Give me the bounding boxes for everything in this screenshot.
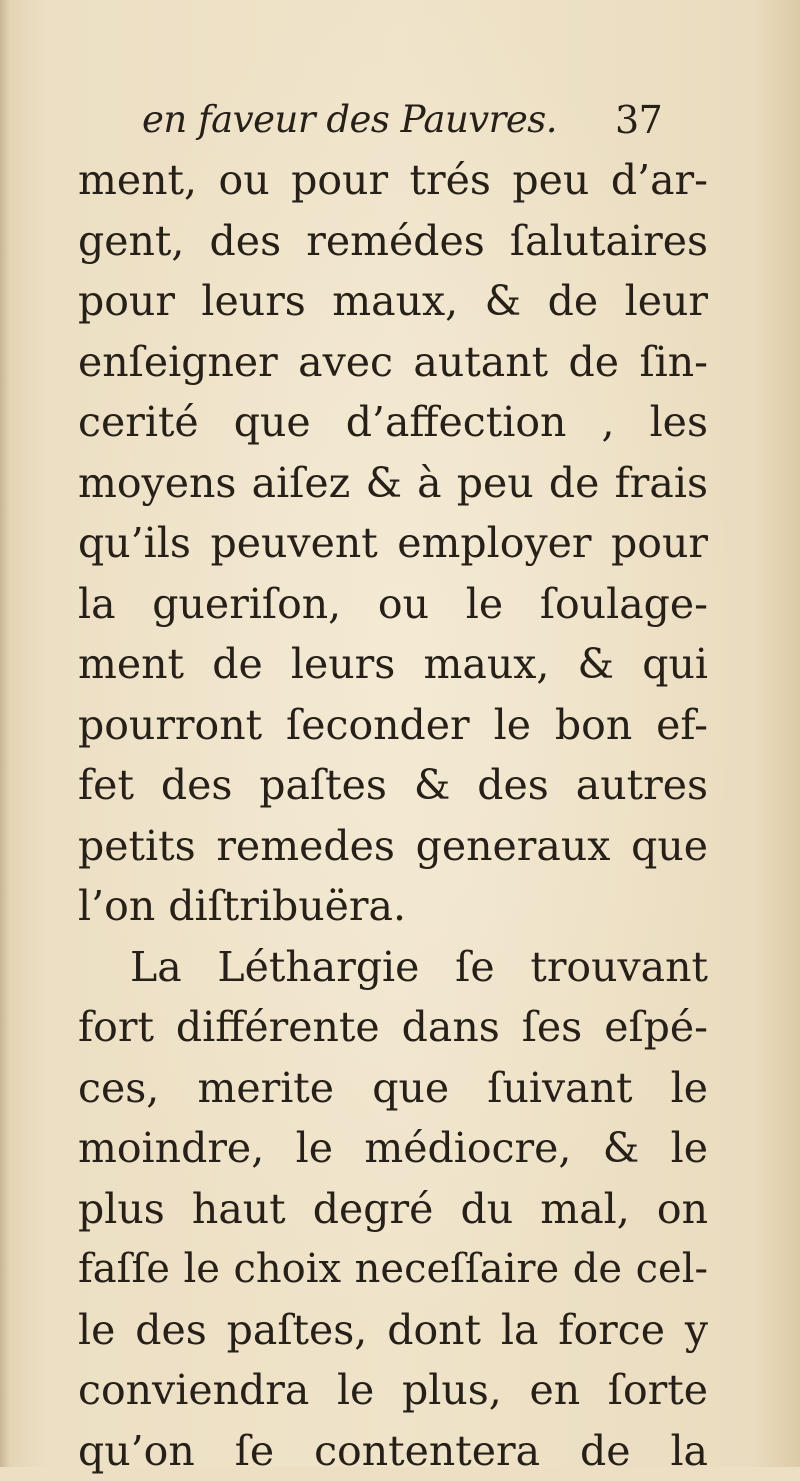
text-line: moyens aiſez & à peu de frais (78, 453, 708, 514)
paragraph-first-line: La Léthargie ſe trouvant (78, 937, 708, 998)
text-line: moindre, le médiocre, & le (78, 1118, 708, 1179)
text-line: fort différente dans ſes eſpé- (78, 997, 708, 1058)
text-line: gent, des remédes ſalutaires (78, 211, 708, 272)
text-line: le des paſtes, dont la force y (78, 1300, 708, 1361)
running-head-title: en faveur des Pauvres. (142, 92, 557, 148)
text-line: pour leurs maux, & de leur (78, 271, 708, 332)
text-line: petits remedes generaux que (78, 816, 708, 877)
text-line: fet des paſtes & des autres (78, 755, 708, 816)
text-line: conviendra le plus, en ſorte (78, 1360, 708, 1421)
text-line: pourront ſeconder le bon ef- (78, 695, 708, 756)
text-line: plus haut degré du mal, on (78, 1179, 708, 1240)
text-line: la gueriſon, ou le ſoulage- (78, 574, 708, 635)
body-text (78, 150, 708, 1481)
page-gutter-shadow (0, 0, 10, 1467)
text-line: ment de leurs maux, & qui (78, 634, 708, 695)
text-line: faſſe le choix neceſſaire de cel- (78, 1239, 708, 1300)
text-line: enſeigner avec autant de ſin- (78, 332, 708, 393)
running-head (142, 92, 682, 148)
text-line: ment, ou pour trés peu d’ar- (78, 150, 708, 211)
page-number: 37 (615, 92, 662, 148)
text-line: ces, merite que ſuivant le (78, 1058, 708, 1119)
text-line: qu’on ſe contentera de la (78, 1421, 708, 1481)
text-line-final: l’on diſtribuëra. (78, 876, 708, 937)
text-line: cerité que d’affection , les (78, 392, 708, 453)
text-line: qu’ils peuvent employer pour (78, 513, 708, 574)
